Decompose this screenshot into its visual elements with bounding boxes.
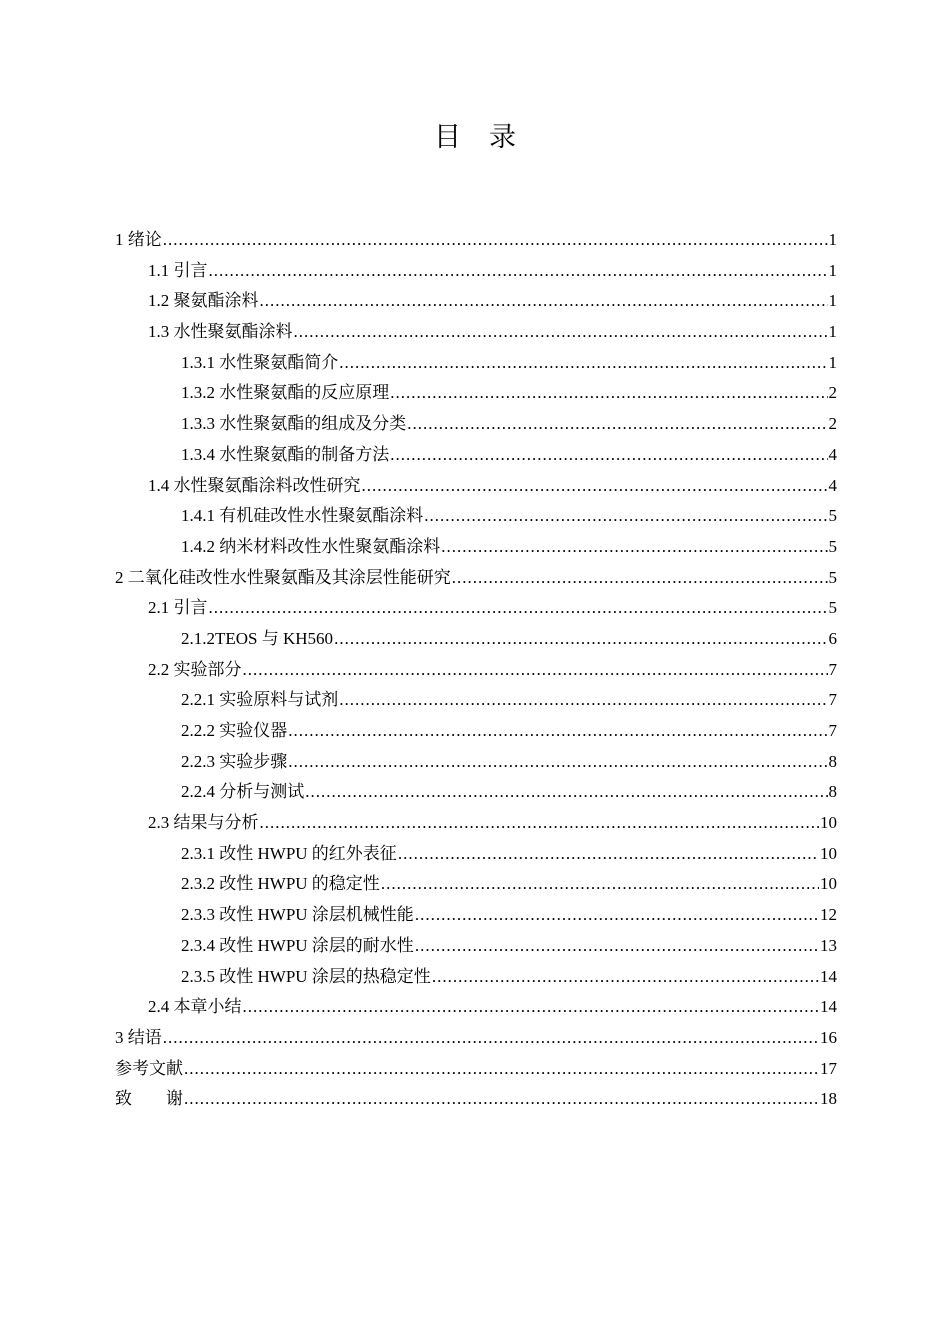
toc-entry[interactable]	[115, 655, 837, 686]
toc-dot-leader	[184, 1084, 819, 1115]
toc-entry-label: 1.3.2 水性聚氨酯的反应原理	[181, 383, 390, 403]
toc-entry-label: 3 结语	[115, 1027, 162, 1047]
toc-dot-leader	[334, 624, 827, 655]
toc-entry[interactable]	[115, 563, 837, 594]
toc-entry[interactable]	[115, 962, 837, 993]
toc-entry[interactable]	[115, 839, 837, 870]
toc-entry-page: 2	[828, 383, 837, 403]
toc-dot-leader	[407, 409, 827, 440]
toc-dot-leader	[339, 685, 827, 716]
toc-entry-label: 参考文献	[115, 1058, 183, 1078]
toc-entry-label: 1.4 水性聚氨酯涂料改性研究	[148, 475, 361, 495]
toc-dot-leader	[184, 1054, 819, 1085]
toc-entry[interactable]	[115, 777, 837, 808]
toc-entry-label: 1.2 聚氨酯涂料	[148, 291, 259, 311]
toc-entry[interactable]	[115, 317, 837, 348]
toc-entry[interactable]	[115, 1054, 837, 1085]
toc-entry[interactable]	[115, 286, 837, 317]
toc-dot-leader	[424, 501, 827, 532]
toc-entry-page: 5	[828, 567, 837, 587]
table-of-contents	[115, 225, 837, 1115]
toc-entry-label: 2.3.5 改性 HWPU 涂层的热稳定性	[181, 966, 431, 986]
toc-entry[interactable]	[115, 685, 837, 716]
toc-entry-label: 1.4.1 有机硅改性水性聚氨酯涂料	[181, 506, 424, 526]
toc-dot-leader	[260, 286, 828, 317]
toc-entry-label: 1.3.4 水性聚氨酯的制备方法	[181, 444, 390, 464]
toc-dot-leader	[288, 716, 827, 747]
toc-dot-leader	[339, 348, 827, 379]
toc-entry[interactable]	[115, 716, 837, 747]
toc-entry-label: 2.3 结果与分析	[148, 813, 259, 833]
toc-entry[interactable]	[115, 348, 837, 379]
toc-entry[interactable]	[115, 256, 837, 287]
toc-dot-leader	[305, 777, 827, 808]
toc-entry-page: 1	[828, 322, 837, 342]
toc-entry-label: 1.4.2 纳米材料改性水性聚氨酯涂料	[181, 536, 441, 556]
toc-entry-label: 2.3.1 改性 HWPU 的红外表征	[181, 843, 397, 863]
toc-dot-leader	[260, 808, 820, 839]
toc-entry[interactable]	[115, 378, 837, 409]
toc-entry-page: 1	[828, 291, 837, 311]
toc-dot-leader	[362, 471, 828, 502]
toc-entry[interactable]	[115, 225, 837, 256]
toc-entry[interactable]	[115, 1023, 837, 1054]
toc-entry[interactable]	[115, 1084, 837, 1115]
toc-entry-label: 1 绪论	[115, 230, 162, 249]
toc-entry-label: 2 二氧化硅改性水性聚氨酯及其涂层性能研究	[115, 567, 451, 587]
toc-entry-page: 4	[828, 444, 837, 464]
toc-entry-page: 12	[820, 905, 837, 925]
toc-dot-leader	[390, 378, 827, 409]
toc-entry[interactable]	[115, 409, 837, 440]
toc-entry-page: 2	[828, 414, 837, 434]
toc-entry-page: 1	[828, 352, 837, 372]
toc-entry-label: 2.1 引言	[148, 598, 208, 618]
toc-dot-leader	[432, 962, 819, 993]
toc-dot-leader	[163, 1023, 819, 1054]
toc-dot-leader	[209, 593, 828, 624]
toc-dot-leader	[415, 900, 819, 931]
toc-entry-page: 4	[828, 475, 837, 495]
toc-entry-page: 7	[828, 659, 837, 679]
toc-entry[interactable]	[115, 808, 837, 839]
toc-entry-label: 2.3.4 改性 HWPU 涂层的耐水性	[181, 935, 414, 955]
toc-entry-label: 2.3.3 改性 HWPU 涂层机械性能	[181, 905, 414, 925]
toc-entry-page: 14	[820, 997, 837, 1017]
toc-dot-leader	[243, 655, 828, 686]
toc-entry-page: 5	[828, 598, 837, 618]
toc-entry-page: 13	[820, 935, 837, 955]
toc-entry-page: 18	[820, 1089, 837, 1109]
toc-entry[interactable]	[115, 471, 837, 502]
toc-entry-page: 1	[828, 230, 837, 249]
toc-entry-label: 2.2 实验部分	[148, 659, 242, 679]
toc-entry-label: 1.3 水性聚氨酯涂料	[148, 322, 293, 342]
toc-dot-leader	[381, 869, 819, 900]
toc-entry[interactable]	[115, 501, 837, 532]
toc-entry-label: 2.4 本章小结	[148, 997, 242, 1017]
toc-entry[interactable]	[115, 931, 837, 962]
toc-entry-page: 14	[820, 966, 837, 986]
toc-entry[interactable]	[115, 992, 837, 1023]
toc-entry-label: 2.2.3 实验步骤	[181, 751, 288, 771]
toc-entry-page: 17	[820, 1058, 837, 1078]
toc-entry[interactable]	[115, 532, 837, 563]
toc-entry-page: 6	[828, 628, 837, 648]
toc-dot-leader	[294, 317, 828, 348]
toc-entry-page: 10	[820, 813, 837, 833]
toc-entry-page: 7	[828, 721, 837, 740]
toc-entry[interactable]	[115, 900, 837, 931]
toc-entry-label: 致 谢	[115, 1089, 183, 1109]
toc-dot-leader	[209, 256, 828, 287]
toc-entry-page: 10	[820, 874, 837, 894]
toc-entry-label: 1.3.1 水性聚氨酯简介	[181, 352, 339, 372]
toc-entry[interactable]	[115, 440, 837, 471]
toc-entry-label: 1.1 引言	[148, 260, 208, 280]
toc-dot-leader	[415, 931, 819, 962]
toc-entry-label: 2.2.2 实验仪器	[181, 721, 288, 740]
toc-entry[interactable]	[115, 869, 837, 900]
toc-entry-label: 2.2.4 分析与测试	[181, 782, 305, 802]
toc-dot-leader	[243, 992, 820, 1023]
toc-entry[interactable]	[115, 747, 837, 778]
toc-entry-page: 8	[828, 782, 837, 802]
toc-entry-label: 1.3.3 水性聚氨酯的组成及分类	[181, 414, 407, 434]
toc-entry-page: 1	[828, 260, 837, 280]
toc-dot-leader	[390, 440, 827, 471]
toc-dot-leader	[163, 225, 828, 256]
toc-dot-leader	[398, 839, 819, 870]
toc-entry-label: 2.3.2 改性 HWPU 的稳定性	[181, 874, 380, 894]
toc-entry-page: 16	[820, 1027, 837, 1047]
toc-dot-leader	[452, 563, 828, 594]
toc-entry-page: 8	[828, 751, 837, 771]
toc-dot-leader	[441, 532, 827, 563]
toc-entry-page: 5	[828, 506, 837, 526]
toc-entry[interactable]	[115, 624, 837, 655]
toc-entry-label: 2.2.1 实验原料与试剂	[181, 690, 339, 710]
toc-entry-page: 10	[820, 843, 837, 863]
toc-dot-leader	[288, 747, 827, 778]
toc-entry[interactable]	[115, 593, 837, 624]
toc-entry-page: 5	[828, 536, 837, 556]
toc-entry-page: 7	[828, 690, 837, 710]
toc-entry-label: 2.1.2TEOS 与 KH560	[181, 628, 334, 648]
page-title: 目录	[434, 122, 544, 153]
